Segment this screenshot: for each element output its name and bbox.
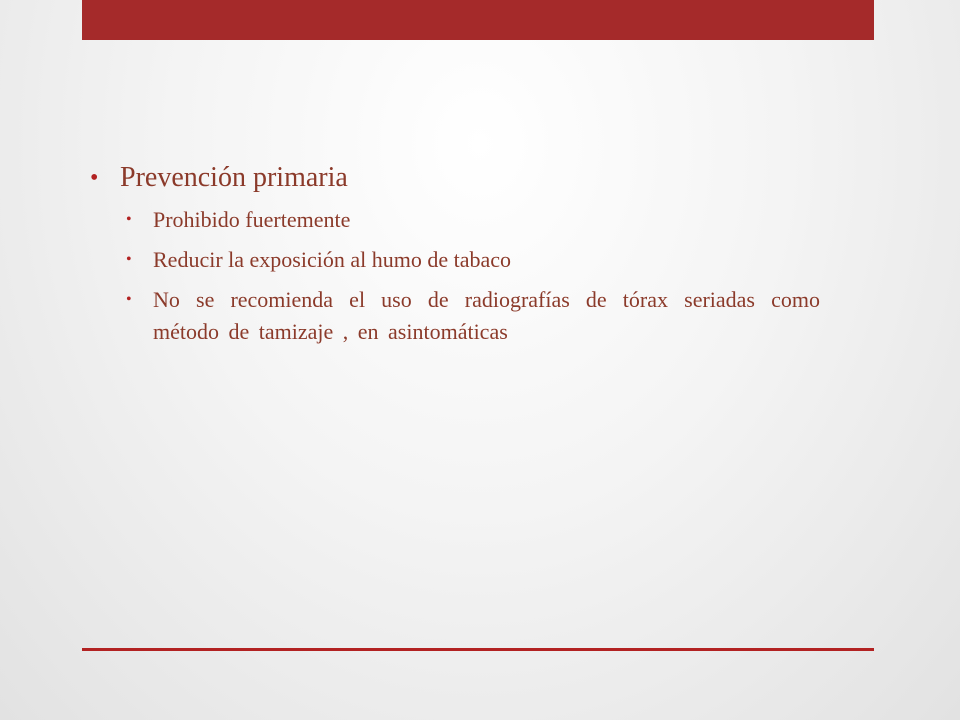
bottom-accent-rule (82, 648, 874, 651)
bullet-text: Prevención primaria (120, 162, 348, 193)
bullet-icon: • (126, 211, 132, 228)
bullet-icon: • (126, 251, 132, 268)
sub-bullet-item (90, 244, 820, 276)
sub-bullet-text: Reducir la exposición al humo de tabaco (153, 247, 511, 272)
bullet-icon: • (90, 165, 99, 191)
sub-bullet-item (90, 284, 820, 348)
slide-content (90, 160, 820, 354)
bullet-icon: • (126, 291, 132, 308)
bullet-item-primary (90, 160, 820, 196)
sub-bullet-text: No se recomienda el uso de radiografías de tórax seriadas como método de tamizaje , en asintomáticas (153, 287, 820, 344)
sub-bullet-text: Prohibido fuertemente (153, 207, 351, 232)
sub-bullet-item (90, 204, 820, 236)
top-accent-bar (82, 0, 874, 40)
